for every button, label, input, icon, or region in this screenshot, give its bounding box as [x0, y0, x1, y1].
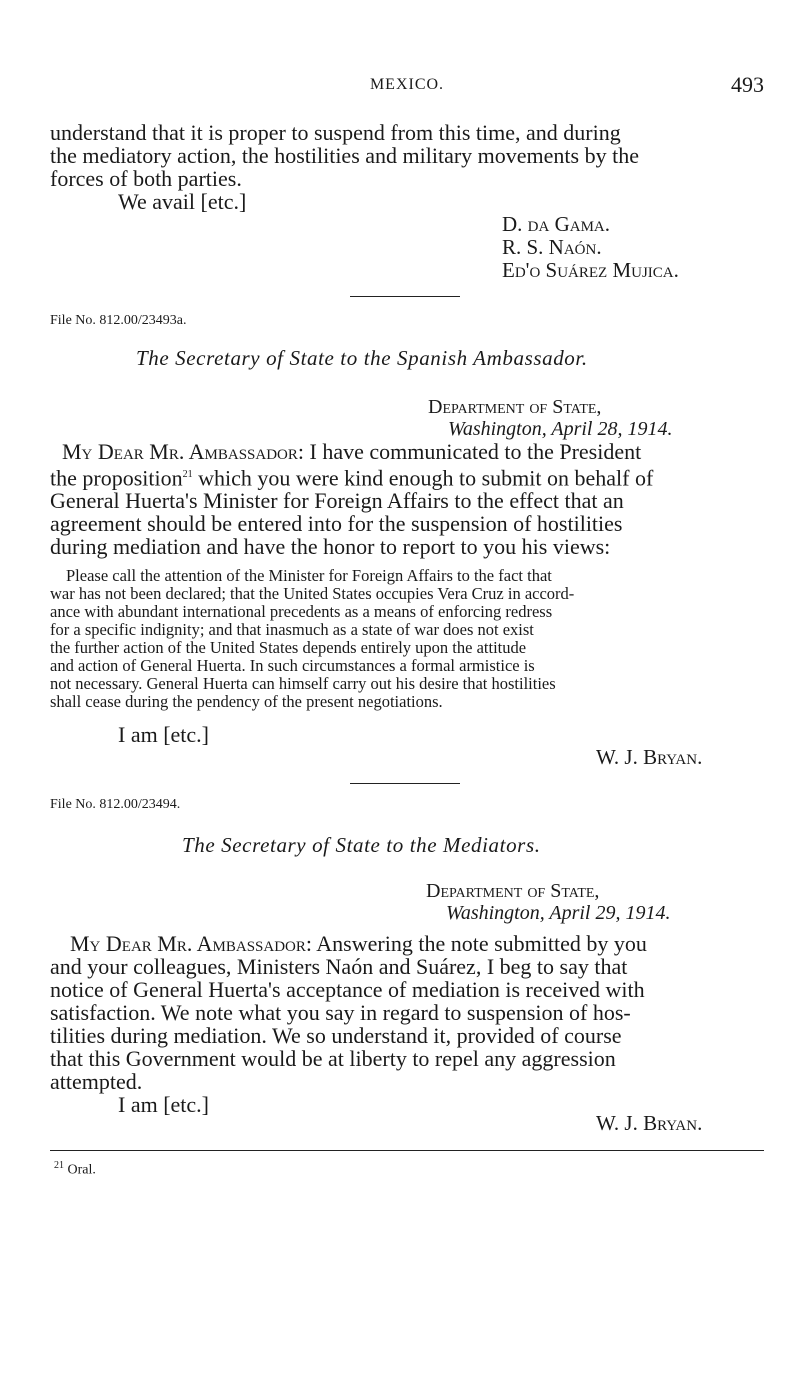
text-line: forces of both parties. [50, 166, 242, 191]
dateline [428, 396, 672, 440]
file-number: File No. 812.00/23493a. [50, 313, 187, 328]
signature: W. J. Bryan. [596, 745, 703, 769]
text-line: satisfaction. We note what you say in regard to suspension of hos- [50, 1000, 631, 1025]
signatory-block [502, 213, 679, 282]
document-title: The Secretary of State to the Mediators. [182, 833, 541, 857]
text-line: the further action of the United States depends entirely upon the attitude [50, 638, 527, 657]
letter-paragraph [50, 932, 764, 1116]
text-line: agreement should be entered into for the suspension of hostilities [50, 511, 623, 537]
page-header [50, 0, 764, 97]
signatory: D. da Gama. [502, 212, 610, 236]
text-line: ance with abundant international precedents as a means of enforcing redress [50, 602, 553, 621]
text-line: the mediatory action, the hostilities and military movements by the [50, 143, 639, 168]
text-line: that this Government would be at liberty to repel any aggression [50, 1046, 616, 1071]
text-line: which you were kind enough to submit on behalf of [198, 465, 654, 491]
text-line: shall cease during the pendency of the present negotiations. [50, 692, 443, 711]
text-line: not necessary. General Huerta can himself carry out his desire that hostilities [50, 674, 556, 693]
document-page [50, 0, 764, 1178]
text-line: war has not been declared; that the United States occupies Vera Cruz in accord- [50, 584, 575, 603]
text-line: attempted. [50, 1069, 143, 1094]
salutation: My Dear Mr. Ambassador: [70, 931, 312, 956]
section-divider [350, 296, 460, 297]
text-line: tilities during mediation. We so understand it, provided of course [50, 1023, 622, 1048]
salutation: My Dear Mr. Ambassador: [62, 439, 304, 464]
continuation-paragraph [50, 121, 764, 213]
text-line: General Huerta's Minister for Foreign Affairs to the effect that an [50, 488, 624, 514]
footnote-ref: 21 [182, 469, 193, 480]
text-line: for a specific indignity; and that inasmuch as a state of war does not exist [50, 620, 534, 639]
department-name: Department of State, [426, 880, 600, 902]
signatory: Ed'o Suárez Mujica. [502, 258, 679, 282]
letter-date: Washington, April 28, 1914. [448, 418, 673, 440]
quoted-message [50, 567, 764, 711]
text-line: Please call the attention of the Minister for Foreign Affairs to the fact that [66, 566, 552, 585]
text-line: during mediation and have the honor to report to you his views: [50, 534, 611, 560]
text-line: and your colleagues, Ministers Naón and Suárez, I beg to say that [50, 954, 628, 979]
closing: I am [etc.] [118, 1092, 209, 1117]
footnote-text: Oral. [67, 1162, 96, 1178]
department-name: Department of State, [428, 396, 602, 418]
page-number: 493 [731, 72, 764, 97]
closing: I am [etc.] [118, 722, 209, 747]
text-line: understand that it is proper to suspend from this time, and during [50, 120, 621, 145]
section-divider [350, 783, 460, 784]
footnote [54, 1160, 96, 1179]
footnote-marker: 21 [54, 1160, 64, 1171]
text-line: the proposition [50, 465, 183, 491]
file-number: File No. 812.00/23494. [50, 797, 181, 812]
footnote-divider [50, 1150, 764, 1151]
running-title: MEXICO. [369, 76, 445, 93]
text-line: I have communicated to the President [309, 439, 642, 464]
signature: W. J. Bryan. [596, 1111, 703, 1135]
text-line: notice of General Huerta's acceptance of mediation is received with [50, 977, 645, 1002]
closing: We avail [etc.] [118, 189, 247, 214]
dateline [426, 880, 670, 924]
letter-paragraph [50, 440, 764, 558]
text-line: Answering the note submitted by you [316, 931, 647, 956]
letter-date: Washington, April 29, 1914. [446, 902, 671, 924]
signatory: R. S. Naón. [502, 235, 602, 259]
document-title: The Secretary of State to the Spanish Ambassador. [136, 346, 588, 370]
text-line: and action of General Huerta. In such circumstances a formal armistice is [50, 656, 535, 675]
